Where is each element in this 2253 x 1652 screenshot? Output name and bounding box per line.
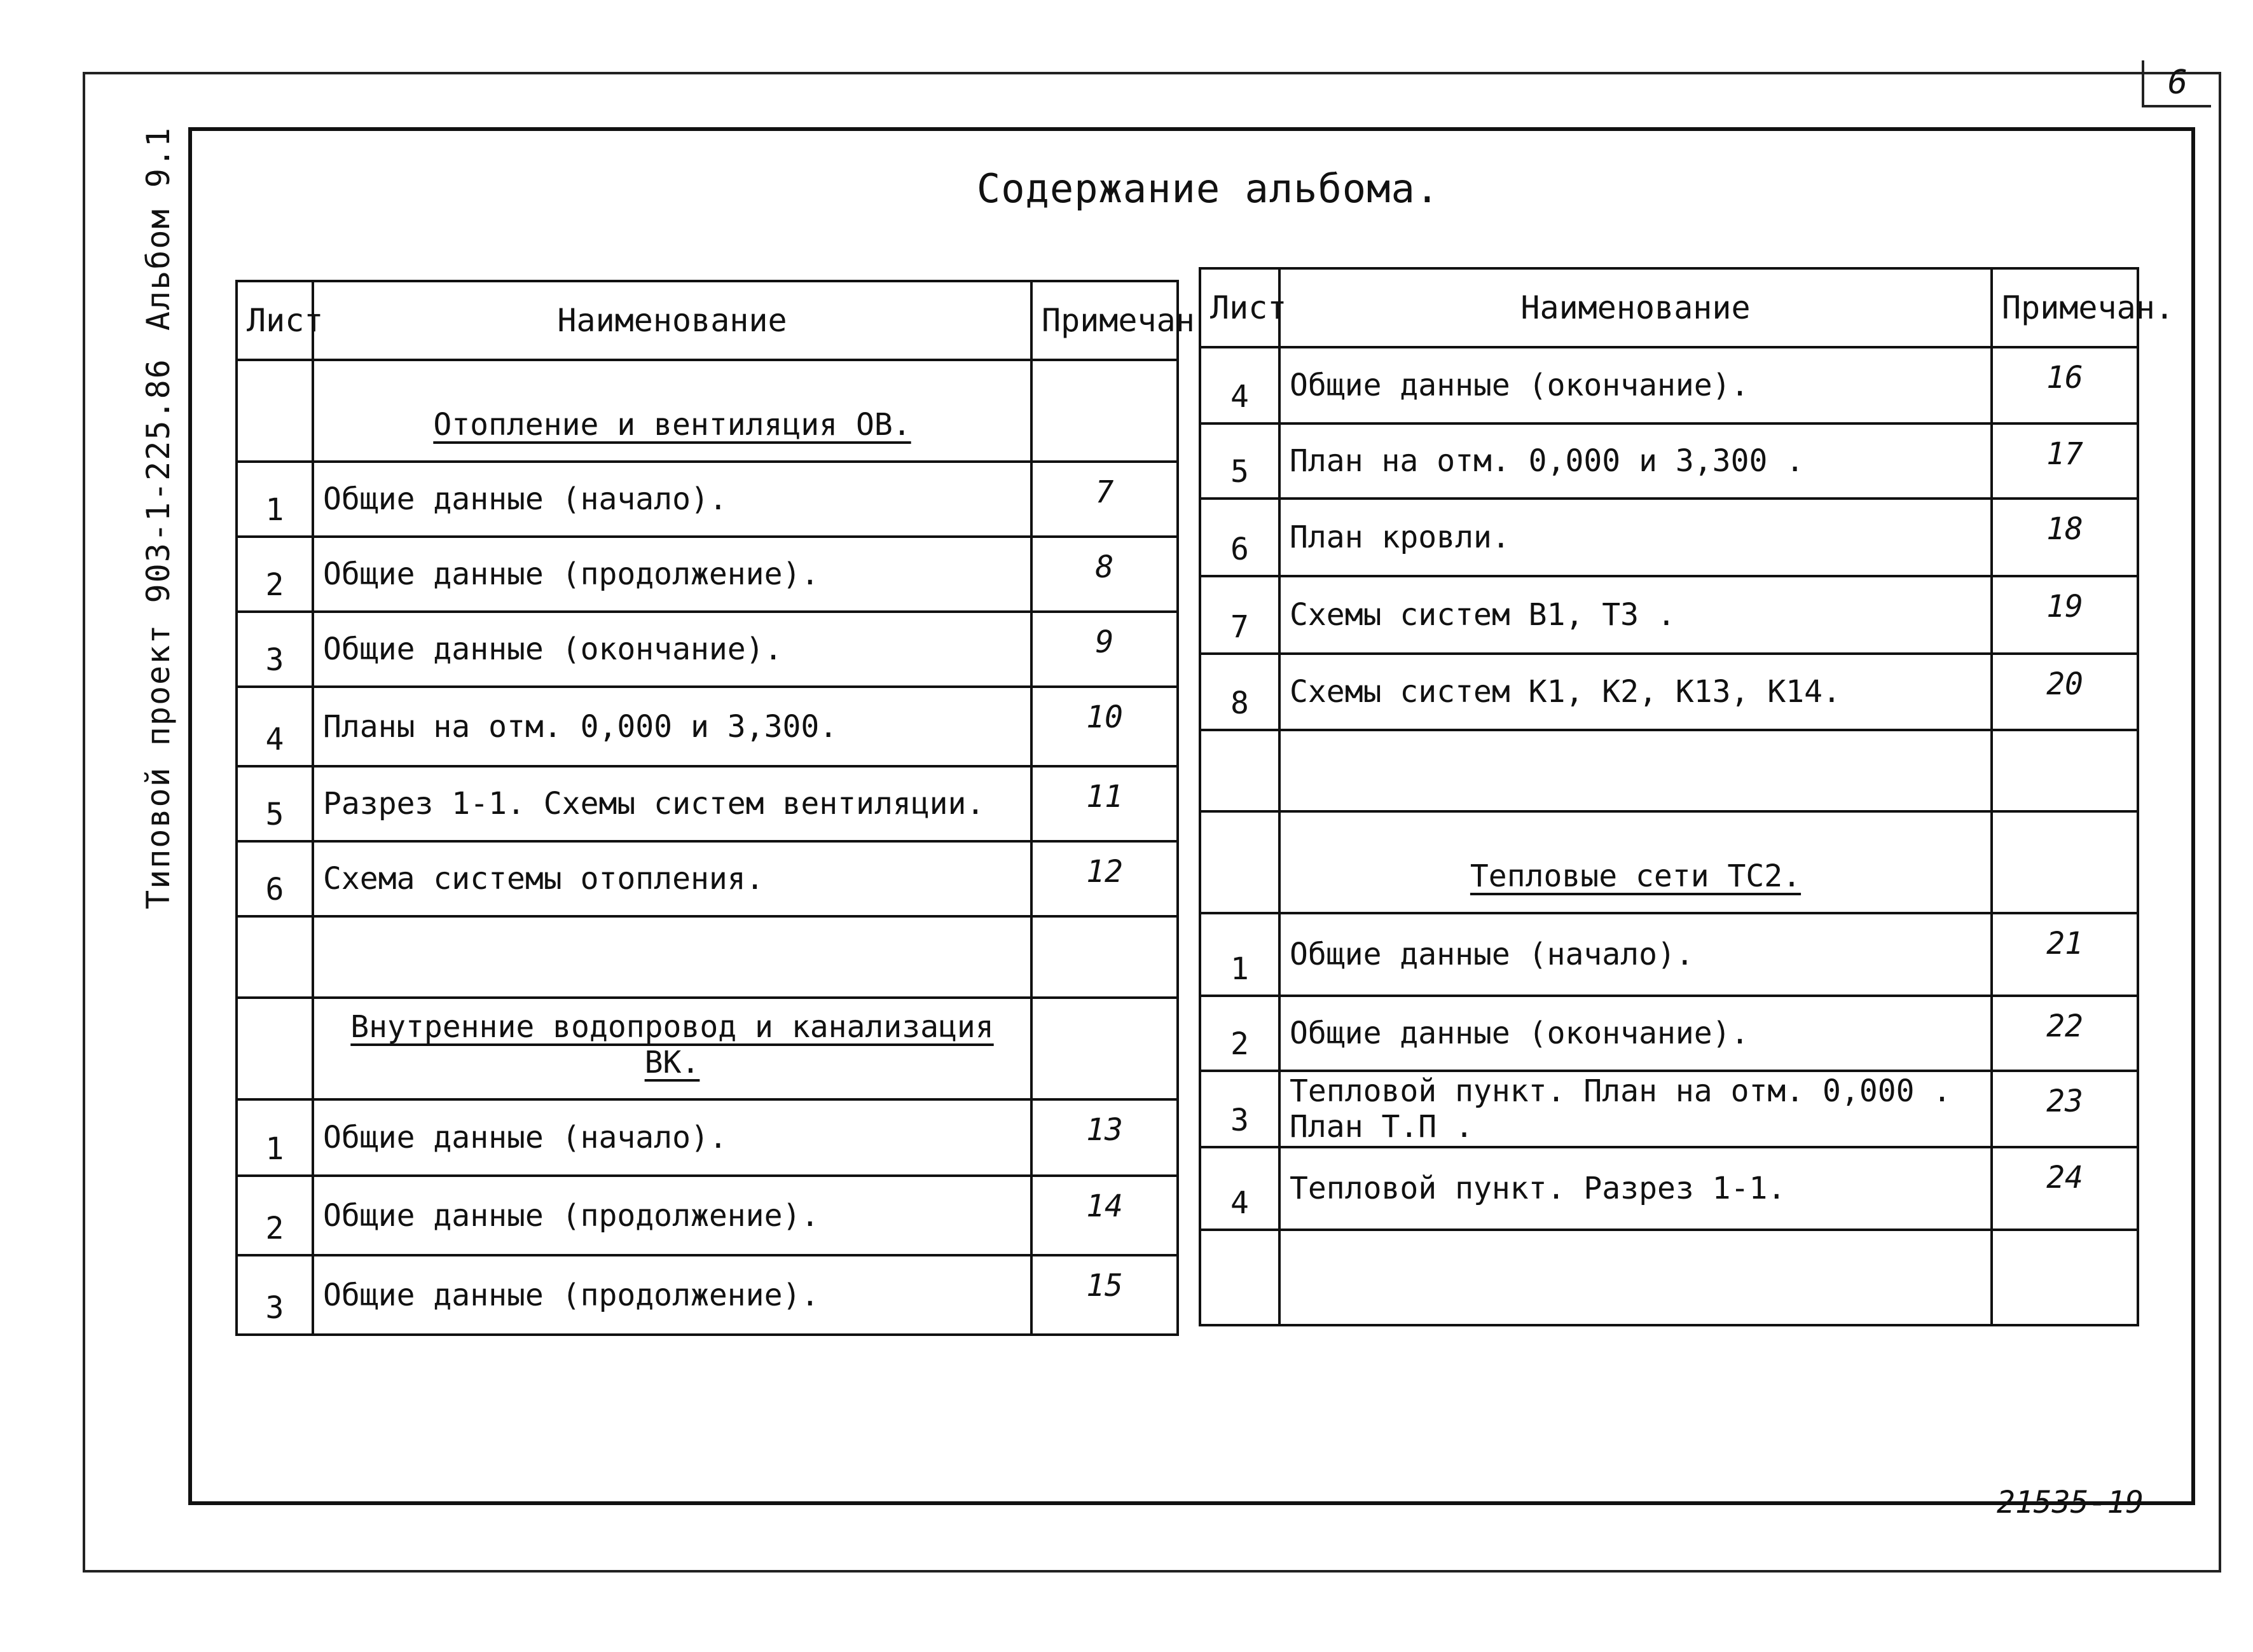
section-row <box>237 998 1178 1099</box>
row-sheet: 3 <box>237 612 313 687</box>
contents-table-left <box>235 280 1195 1336</box>
row-sheet: 4 <box>1200 1147 1279 1230</box>
row-note: 17 <box>1992 423 2138 499</box>
header-name: Наименование <box>313 281 1031 360</box>
row-sheet: 1 <box>237 462 313 537</box>
table-row <box>1200 499 2138 576</box>
table-row <box>1200 913 2138 996</box>
table-row <box>237 612 1178 687</box>
row-note: 10 <box>1031 687 1178 766</box>
row-sheet: 6 <box>1200 499 1279 576</box>
row-note: 13 <box>1031 1099 1178 1176</box>
row-note: 19 <box>1992 576 2138 654</box>
header-sheet: Лист <box>1200 268 1279 347</box>
row-sheet: 5 <box>237 766 313 841</box>
table-row <box>1200 576 2138 654</box>
row-name: Общие данные (продолжение). <box>313 1176 1031 1255</box>
row-note: 8 <box>1031 537 1178 612</box>
row-note: 9 <box>1031 612 1178 687</box>
table-row <box>1200 654 2138 730</box>
section-row <box>237 360 1178 462</box>
table-row <box>237 537 1178 612</box>
row-sheet: 2 <box>237 1176 313 1255</box>
row-sheet: 1 <box>237 1099 313 1176</box>
row-note: 23 <box>1992 1071 2138 1147</box>
header-note: Примечан. <box>1992 268 2138 347</box>
row-note: 14 <box>1031 1176 1178 1255</box>
row-note: 24 <box>1992 1147 2138 1230</box>
table-row <box>1200 1071 2138 1147</box>
row-name: Схемы систем К1, К2, К13, К14. <box>1279 654 1992 730</box>
row-name: Разрез 1-1. Схемы систем вентиляции. <box>313 766 1031 841</box>
row-name: Общие данные (окончание). <box>313 612 1031 687</box>
row-note: 22 <box>1992 996 2138 1071</box>
header-sheet: Лист <box>237 281 313 360</box>
table-row <box>1200 996 2138 1071</box>
row-sheet: 3 <box>1200 1071 1279 1147</box>
row-name: План кровли. <box>1279 499 1992 576</box>
row-sheet: 4 <box>1200 347 1279 423</box>
header-note: Примечан <box>1031 281 1178 360</box>
row-name: Тепловой пункт. Разрез 1-1. <box>1279 1147 1992 1230</box>
page-number: 6 <box>2142 60 2211 107</box>
row-sheet: 6 <box>237 841 313 916</box>
section-title: Внутренние водопровод и канализация ВК. <box>313 998 1031 1099</box>
table-row <box>237 841 1178 916</box>
table-row <box>1200 1147 2138 1230</box>
row-name: Общие данные (начало). <box>313 1099 1031 1176</box>
row-sheet: 3 <box>237 1255 313 1335</box>
page-title: Содержание альбома. <box>976 165 1440 212</box>
side-album-label: Альбом 9.1 <box>140 126 177 331</box>
row-sheet: 7 <box>1200 576 1279 654</box>
header-name: Наименование <box>1279 268 1992 347</box>
row-name: Общие данные (продолжение). <box>313 1255 1031 1335</box>
empty-row <box>1200 730 2138 811</box>
row-name: Общие данные (начало). <box>1279 913 1992 996</box>
row-sheet: 2 <box>1200 996 1279 1071</box>
row-name: Общие данные (окончание). <box>1279 347 1992 423</box>
row-name: Схемы систем В1, Т3 . <box>1279 576 1992 654</box>
table-row <box>237 1255 1178 1335</box>
row-note: 7 <box>1031 462 1178 537</box>
table-row <box>237 1099 1178 1176</box>
table-row <box>1200 423 2138 499</box>
row-name: План на отм. 0,000 и 3,300 . <box>1279 423 1992 499</box>
row-note: 20 <box>1992 654 2138 730</box>
row-sheet: 5 <box>1200 423 1279 499</box>
section-title: Отопление и вентиляция ОВ. <box>313 360 1031 462</box>
table-row <box>237 687 1178 766</box>
table-row <box>1200 347 2138 423</box>
row-note: 16 <box>1992 347 2138 423</box>
table-header <box>1200 268 2138 347</box>
contents-table-right <box>1199 267 2174 1326</box>
table-header <box>237 281 1178 360</box>
empty-row <box>237 916 1178 998</box>
row-sheet: 2 <box>237 537 313 612</box>
row-note: 18 <box>1992 499 2138 576</box>
table-row <box>237 766 1178 841</box>
row-note: 15 <box>1031 1255 1178 1335</box>
table-row <box>237 1176 1178 1255</box>
row-note: 12 <box>1031 841 1178 916</box>
section-title: Тепловые сети ТС2. <box>1279 811 1992 913</box>
row-name: Планы на отм. 0,000 и 3,300. <box>313 687 1031 766</box>
row-name: Схема системы отопления. <box>313 841 1031 916</box>
row-sheet: 4 <box>237 687 313 766</box>
row-name: Общие данные (начало). <box>313 462 1031 537</box>
section-row <box>1200 811 2138 913</box>
table-row <box>237 462 1178 537</box>
row-sheet: 8 <box>1200 654 1279 730</box>
row-sheet: 1 <box>1200 913 1279 996</box>
empty-row <box>1200 1230 2138 1325</box>
row-note: 11 <box>1031 766 1178 841</box>
row-name: Общие данные (продолжение). <box>313 537 1031 612</box>
side-project-label: Типовой проект 903-1-225.86 <box>140 358 177 909</box>
row-name: Тепловой пункт. План на отм. 0,000 . План Т.П . <box>1279 1071 1992 1147</box>
row-note: 21 <box>1992 913 2138 996</box>
archive-stamp: 21535-19 <box>1997 1485 2144 1520</box>
row-name: Общие данные (окончание). <box>1279 996 1992 1071</box>
